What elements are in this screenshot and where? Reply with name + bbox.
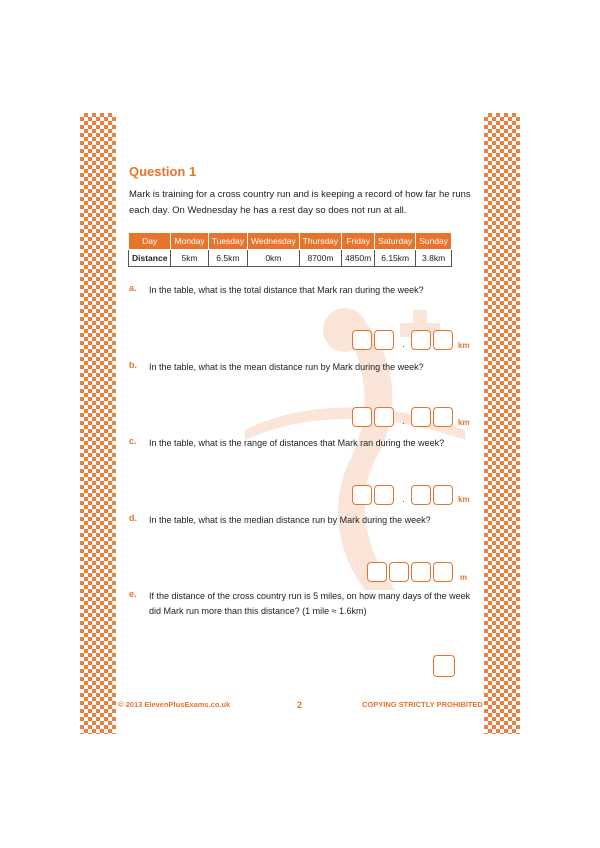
answer-box[interactable]	[374, 330, 394, 350]
table-header-row	[129, 233, 452, 250]
part-letter: b.	[129, 360, 137, 370]
table-cell: 6.5km	[208, 250, 247, 267]
checkered-border-left	[80, 113, 116, 734]
answer-box[interactable]	[433, 562, 453, 582]
question-part-d	[129, 513, 474, 528]
part-letter: a.	[129, 283, 137, 293]
answer-box[interactable]	[367, 562, 387, 582]
footer-copyright: © 2013 ElevenPlusExams.co.uk	[118, 700, 231, 709]
table-header: Wednesday	[247, 233, 299, 250]
answer-box[interactable]	[352, 407, 372, 427]
part-text: In the table, what is the total distance that Mark ran during the week?	[149, 285, 424, 295]
question-part-e	[129, 589, 474, 619]
unit-label: m	[460, 573, 468, 582]
table-cell: 6.15km	[375, 250, 416, 267]
answer-box[interactable]	[411, 485, 431, 505]
part-letter: c.	[129, 436, 137, 446]
part-text: In the table, what is the mean distance run by Mark during the week?	[149, 362, 424, 372]
question-title: Question 1	[129, 164, 197, 179]
page-number: 2	[297, 700, 303, 710]
question-part-c	[129, 436, 474, 451]
table-cell: 5km	[171, 250, 208, 267]
part-text: In the table, what is the range of distances that Mark ran during the week?	[149, 438, 445, 448]
table-row-label: Distance	[129, 250, 171, 267]
table-header: Saturday	[375, 233, 416, 250]
table-header: Monday	[171, 233, 208, 250]
answer-box[interactable]	[374, 407, 394, 427]
decimal-point: .	[402, 339, 405, 350]
table-header: Tuesday	[208, 233, 247, 250]
distance-table	[128, 232, 452, 267]
question-part-a	[129, 283, 474, 298]
table-header: Day	[129, 233, 171, 250]
answer-box[interactable]	[389, 562, 409, 582]
part-text: If the distance of the cross country run is 5 miles, on how many days of the week did Mark run more than this distance? (1 mile ≈ 1.6km)	[149, 591, 471, 616]
unit-label: km	[458, 341, 470, 350]
answer-box[interactable]	[433, 407, 453, 427]
answer-box[interactable]	[411, 407, 431, 427]
footer-notice: COPYING STRICTLY PROHIBITED	[362, 700, 483, 709]
answer-box[interactable]	[433, 485, 453, 505]
unit-label: km	[458, 418, 470, 427]
question-part-b	[129, 360, 474, 375]
part-text: In the table, what is the median distance run by Mark during the week?	[149, 515, 431, 525]
table-header: Sunday	[416, 233, 452, 250]
table-header: Thursday	[299, 233, 341, 250]
table-cell: 3.8km	[416, 250, 452, 267]
checkered-border-right	[484, 113, 520, 734]
table-cell: 8700m	[299, 250, 341, 267]
decimal-point: .	[402, 494, 405, 505]
answer-box[interactable]	[433, 330, 453, 350]
decimal-point: .	[402, 416, 405, 427]
answer-box[interactable]	[433, 655, 455, 677]
table-cell: 4850m	[342, 250, 375, 267]
answer-box[interactable]	[411, 330, 431, 350]
table-row	[129, 250, 452, 267]
answer-box[interactable]	[352, 485, 372, 505]
answer-box[interactable]	[411, 562, 431, 582]
table-header: Friday	[342, 233, 375, 250]
unit-label: km	[458, 495, 470, 504]
part-letter: e.	[129, 589, 137, 599]
table-cell: 0km	[247, 250, 299, 267]
answer-box[interactable]	[352, 330, 372, 350]
answer-box[interactable]	[374, 485, 394, 505]
part-letter: d.	[129, 513, 137, 523]
question-intro: Mark is training for a cross country run and is keeping a record of how far he runs each day. On Wednesday he has a rest day so does not run at all.	[129, 189, 471, 216]
